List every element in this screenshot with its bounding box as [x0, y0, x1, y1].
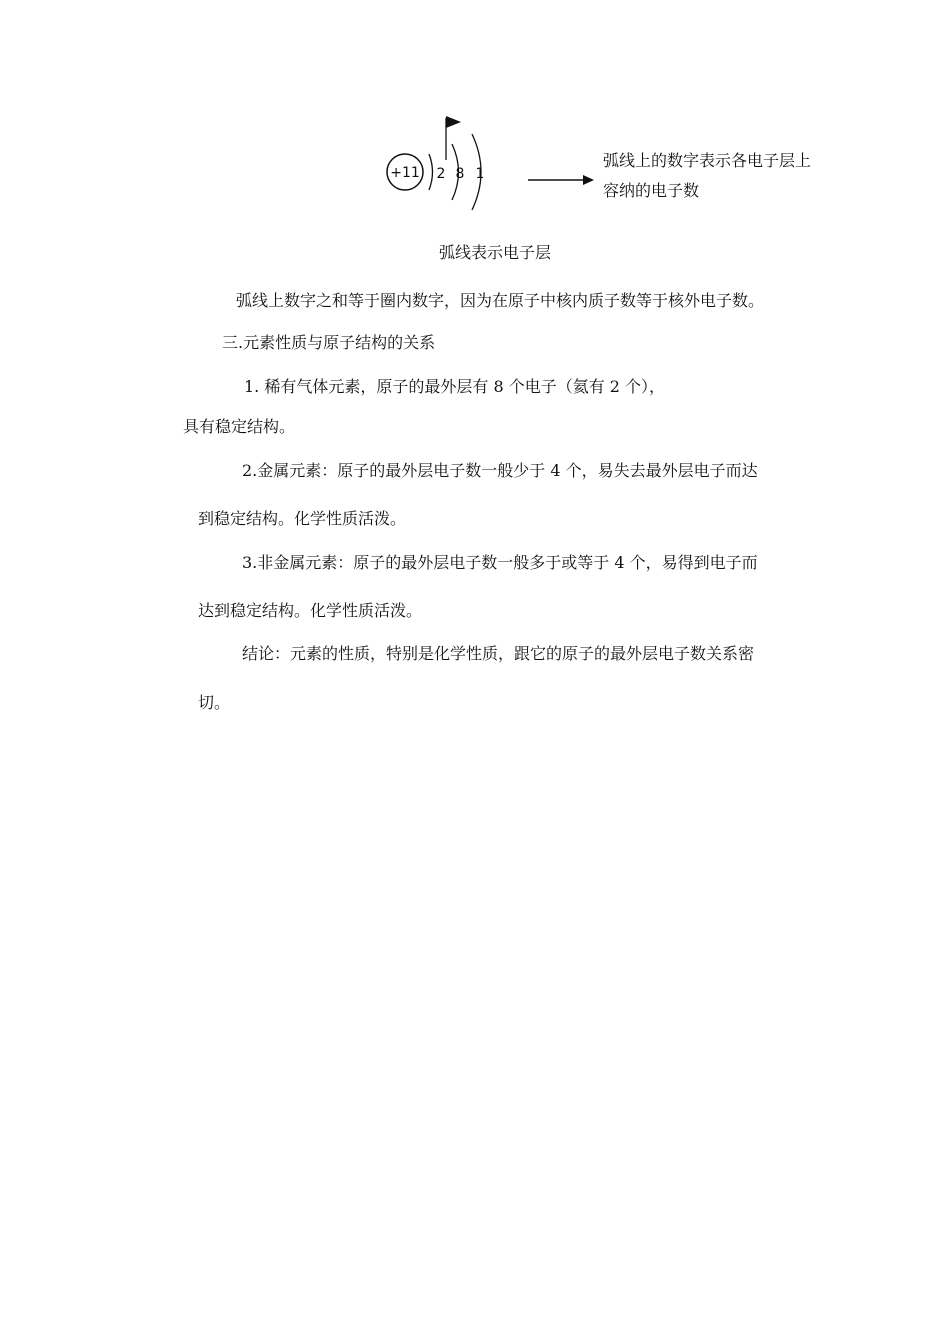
pointer-arrow-icon [583, 175, 594, 185]
item-1-line-1: 1. 稀有气体元素，原子的最外层有 8 个电子（氦有 2 个）， [244, 377, 666, 396]
diagram-annotation: 弧线上的数字表示各电子层上容纳的电子数 [603, 151, 812, 200]
paragraph-sum-explanation: 弧线上数字之和等于圈内数字，因为在原子中核内质子数等于核外电子数。 [236, 291, 765, 310]
item-2-line-1: 2.金属元素：原子的最外层电子数一般少于 4 个，易失去最外层电子而达 [242, 461, 758, 480]
item-3-line-2: 达到稳定结构。化学性质活泼。 [198, 601, 423, 620]
shell-count-2: 8 [455, 166, 465, 182]
diagram-caption: 弧线表示电子层 [438, 243, 551, 262]
flag-arrow-icon [446, 116, 461, 128]
section-heading-3: 三.元素性质与原子结构的关系 [222, 333, 436, 352]
shell-count-1: 2 [436, 166, 446, 182]
item-3-line-1: 3.非金属元素：原子的最外层电子数一般多于或等于 4 个，易得到电子而 [242, 553, 758, 572]
shell-arc-1 [429, 154, 433, 190]
conclusion-line-1: 结论：元素的性质，特别是化学性质，跟它的原子的最外层电子数关系密 [242, 644, 755, 663]
conclusion-line-2: 切。 [198, 693, 231, 712]
shell-count-3: 1 [475, 166, 485, 182]
nucleus-label: +11 [390, 165, 420, 181]
item-1-line-2: 具有稳定结构。 [183, 417, 296, 436]
item-2-line-2: 到稳定结构。化学性质活泼。 [198, 509, 407, 528]
